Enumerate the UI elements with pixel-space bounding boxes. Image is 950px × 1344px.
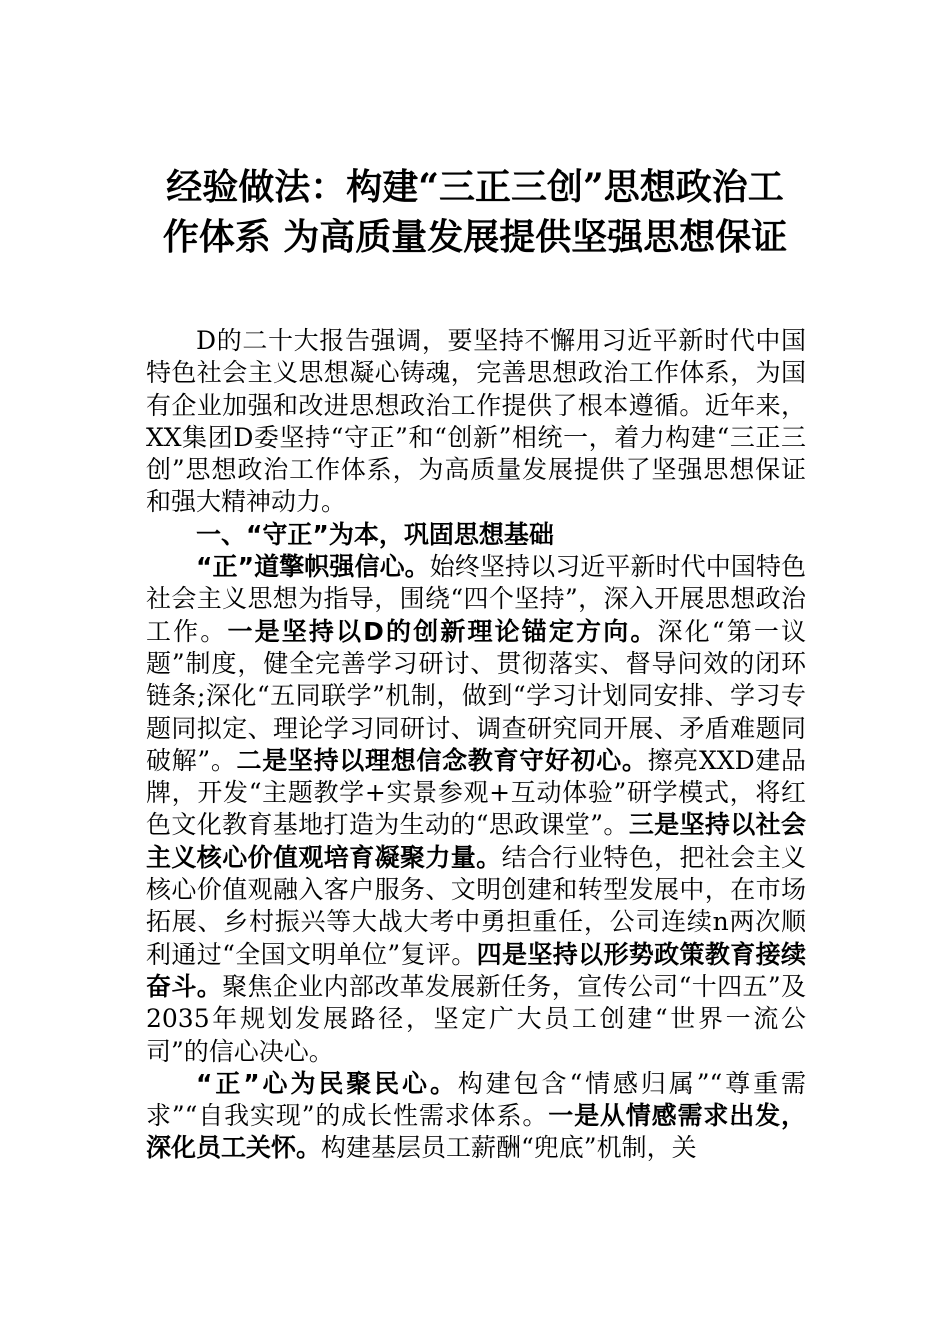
paragraph-text: 始终坚持以习近平新时代中国特色社会主义思想为指导，围绕“四个坚持”，深入开展思想政治工作。 — [146, 552, 806, 646]
document-title-line-1: 经验做法：构建“三正三创”思想政治工 — [166, 166, 784, 208]
paragraph-intro: D的二十大报告强调，要坚持不懈用习近平新时代中国特色社会主义思想凝心铸魂，完善思想政治工作体系，为国有企业加强和改进思想政治工作提供了根本遵循。近年来，XX集团D委坚持“守正”和“创新”相统一，着力构建“三正三创”思想政治工作体系，为高质量发展提供了坚强思想保证和强大精神动力。 — [146, 326, 806, 517]
bold-point-2: 二是坚持以理想信念教育守好初心。 — [236, 745, 648, 775]
document-body — [146, 325, 806, 1165]
bold-point-3: 三是坚持以社会主义核心价值观培育凝聚力量。 — [146, 810, 806, 872]
paragraph-text: 深化“第一议题”制度，健全完善学习研讨、贯彻落实、督导问效的闭环链条;深化“五同联学”机制，做到“学习计划同安排、学习专题同拟定、理论学习同研讨、调查研究同开展、矛盾难题同破解”。 — [146, 616, 806, 775]
paragraph-text: 聚焦企业内部改革发展新任务，宣传公司“十四五”及2035年规划发展路径，坚定广大员工创建“世界一流公司”的信心决心。 — [146, 971, 806, 1066]
paragraph-text: 构建包含“情感归属”“尊重需求”“自我实现”的成长性需求体系。 — [146, 1068, 806, 1131]
bold-lead: “正”道擎帜强信心。 — [196, 552, 430, 582]
document-title-line-2: 作体系 为高质量发展提供坚强思想保证 — [162, 216, 788, 258]
section-heading-1: 一、“守正”为本，巩固思想基础 — [196, 519, 554, 549]
bold-point-1: 一是从情感需求出发，深化员工关怀。 — [146, 1101, 806, 1163]
paragraph-text: 擦亮XXD建品牌，开发“主题教学+实景参观+互动体验”研学模式，将红色文化教育基地打造为生动的“思政课堂”。 — [146, 745, 806, 840]
paragraph-text: 构建基层员工薪酬“兜底”机制，关 — [321, 1133, 697, 1163]
paragraph-zhengdao — [146, 551, 806, 1068]
bold-point-1: 一是坚持以D的创新理论锚定方向。 — [227, 616, 658, 646]
paragraph-zhengxin — [146, 1068, 806, 1165]
bold-point-4: 四是坚持以形势政策教育接续奋斗。 — [146, 939, 806, 1001]
paragraph-text: 结合行业特色，把社会主义核心价值观融入客户服务、文明创建和转型发展中，在市场拓展、乡村振兴等大战大考中勇担重任，公司连续n两次顺利通过“全国文明单位”复评。 — [146, 842, 806, 969]
bold-lead: “正”心为民聚民心。 — [196, 1068, 458, 1098]
